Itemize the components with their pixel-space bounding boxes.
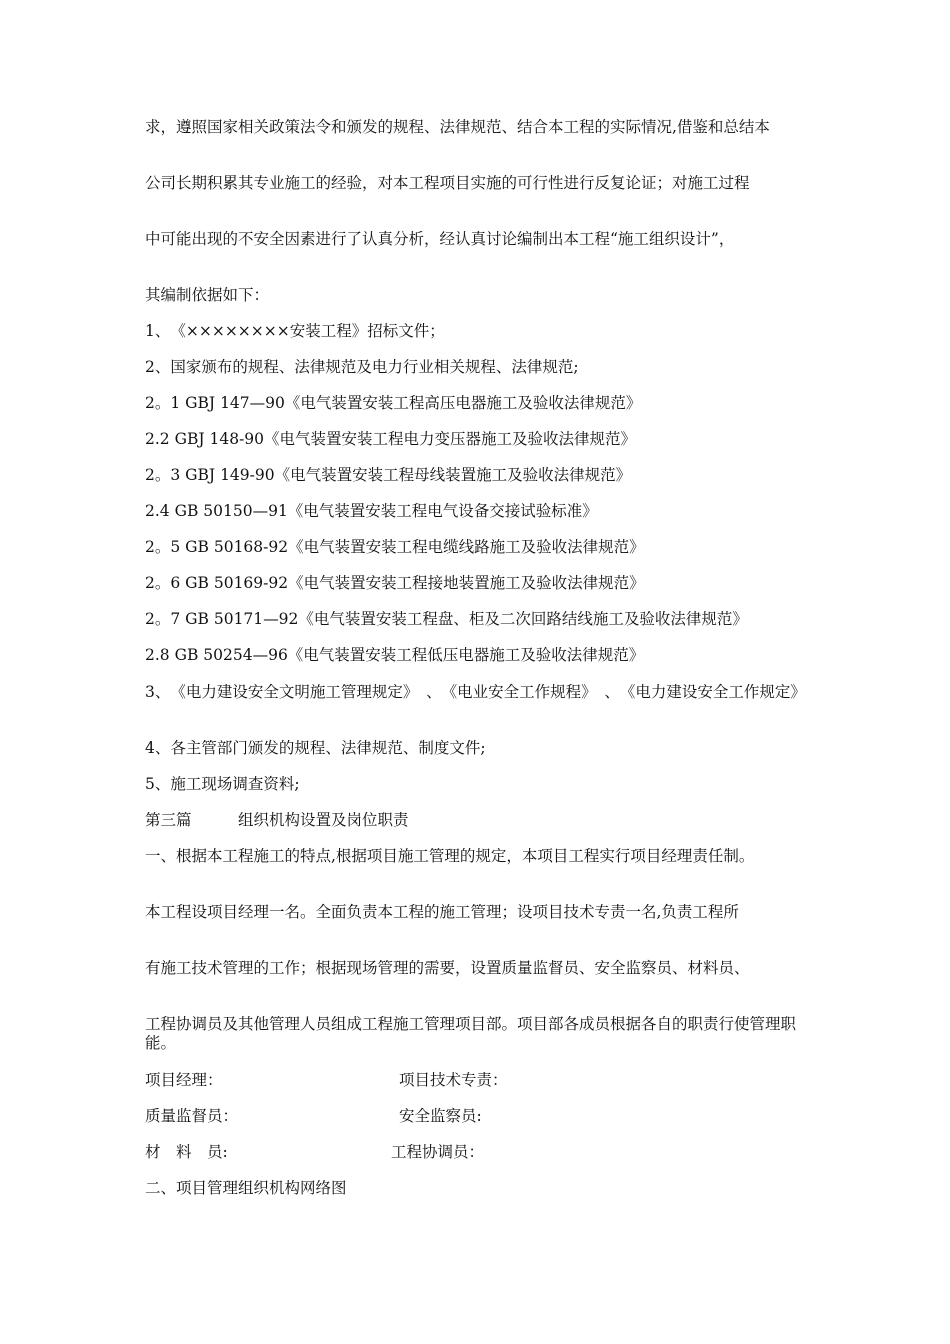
basis-item-5: 5、施工现场调查资料; bbox=[145, 775, 300, 793]
paragraph-organization-4: 工程协调员及其他管理人员组成工程施工管理项目部。项目部各成员根据各自的职责行使管理职能。 bbox=[145, 1015, 797, 1052]
standard-item-2-6: 2。6 GB 50169-92《电气装置安装工程接地装置施工及验收法律规范》 bbox=[145, 574, 645, 592]
basis-item-2: 2、国家颁布的规程、法律规范及电力行业相关规程、法律规范; bbox=[145, 358, 579, 376]
roles-row-3 bbox=[145, 1143, 810, 1163]
section-heading-org-chart: 二、项目管理组织机构网络图 bbox=[145, 1179, 347, 1197]
role-project-manager: 项目经理： bbox=[145, 1071, 223, 1089]
basis-item-4: 4、各主管部门颁发的规程、法律规范、制度文件; bbox=[145, 739, 486, 757]
paragraph-organization-3: 有施工技术管理的工作；根据现场管理的需要，设置质量监督员、安全监察员、材料员、 bbox=[145, 959, 750, 977]
basis-item-1: 1、 《××××××××安装工程》招标文件； bbox=[145, 322, 445, 340]
role-tech-lead: 项目技术专责： bbox=[399, 1071, 508, 1089]
role-safety-inspector: 安全监察员: bbox=[399, 1107, 482, 1125]
paragraph-organization-1: 一、根据本工程施工的特点,根据项目施工管理的规定，本项目工程实行项目经理责任制。 bbox=[145, 847, 755, 865]
standard-item-2-1: 2。1 GBJ 147—90《电气装置安装工程高压电器施工及验收法律规范》 bbox=[145, 394, 642, 412]
roles-row-2 bbox=[145, 1107, 810, 1127]
standard-item-2-7: 2。7 GB 50171—92《电气装置安装工程盘、柜及二次回路结线施工及验收法律规范》 bbox=[145, 610, 748, 628]
standard-item-2-4: 2.4 GB 50150—91《电气装置安装工程电气设备交接试验标准》 bbox=[145, 502, 598, 520]
role-quality-inspector: 质量监督员： bbox=[145, 1107, 239, 1125]
role-coordinator: 工程协调员： bbox=[391, 1143, 485, 1161]
standard-item-2-5: 2。5 GB 50168-92《电气装置安装工程电缆线路施工及验收法律规范》 bbox=[145, 538, 645, 556]
paragraph-4: 其编制依据如下： bbox=[145, 286, 270, 304]
standard-item-2-3: 2。3 GBJ 149-90《电气装置安装工程母线装置施工及验收法律规范》 bbox=[145, 466, 632, 484]
paragraph-2: 公司长期积累其专业施工的经验，对本工程项目实施的可行性进行反复论证；对施工过程 bbox=[145, 174, 750, 192]
paragraph-1: 求，遵照国家相关政策法令和颁发的规程、法律规范、结合本工程的实际情况,借鉴和总结本 bbox=[145, 118, 770, 136]
role-materials-clerk: 材 料 员: bbox=[145, 1143, 228, 1161]
paragraph-3: 中可能出现的不安全因素进行了认真分析，经认真讨论编制出本工程“施工组织设计”， bbox=[145, 230, 735, 248]
basis-item-3: 3、 《电力建设安全文明施工管理规定》 、 《电业安全工作规程》 、 《电力建设安全工作规定》 bbox=[145, 683, 806, 701]
standard-item-2-2: 2.2 GBJ 148-90《电气装置安装工程电力变压器施工及验收法律规范》 bbox=[145, 430, 637, 448]
standard-item-2-8: 2.8 GB 50254—96《电气装置安装工程低压电器施工及验收法律规范》 bbox=[145, 646, 645, 664]
roles-row-1 bbox=[145, 1071, 810, 1091]
paragraph-organization-2: 本工程设项目经理一名。全面负责本工程的施工管理；设项目技术专责一名,负责工程所 bbox=[145, 903, 739, 921]
chapter-heading: 第三篇 组织机构设置及岗位职责 bbox=[145, 811, 409, 829]
